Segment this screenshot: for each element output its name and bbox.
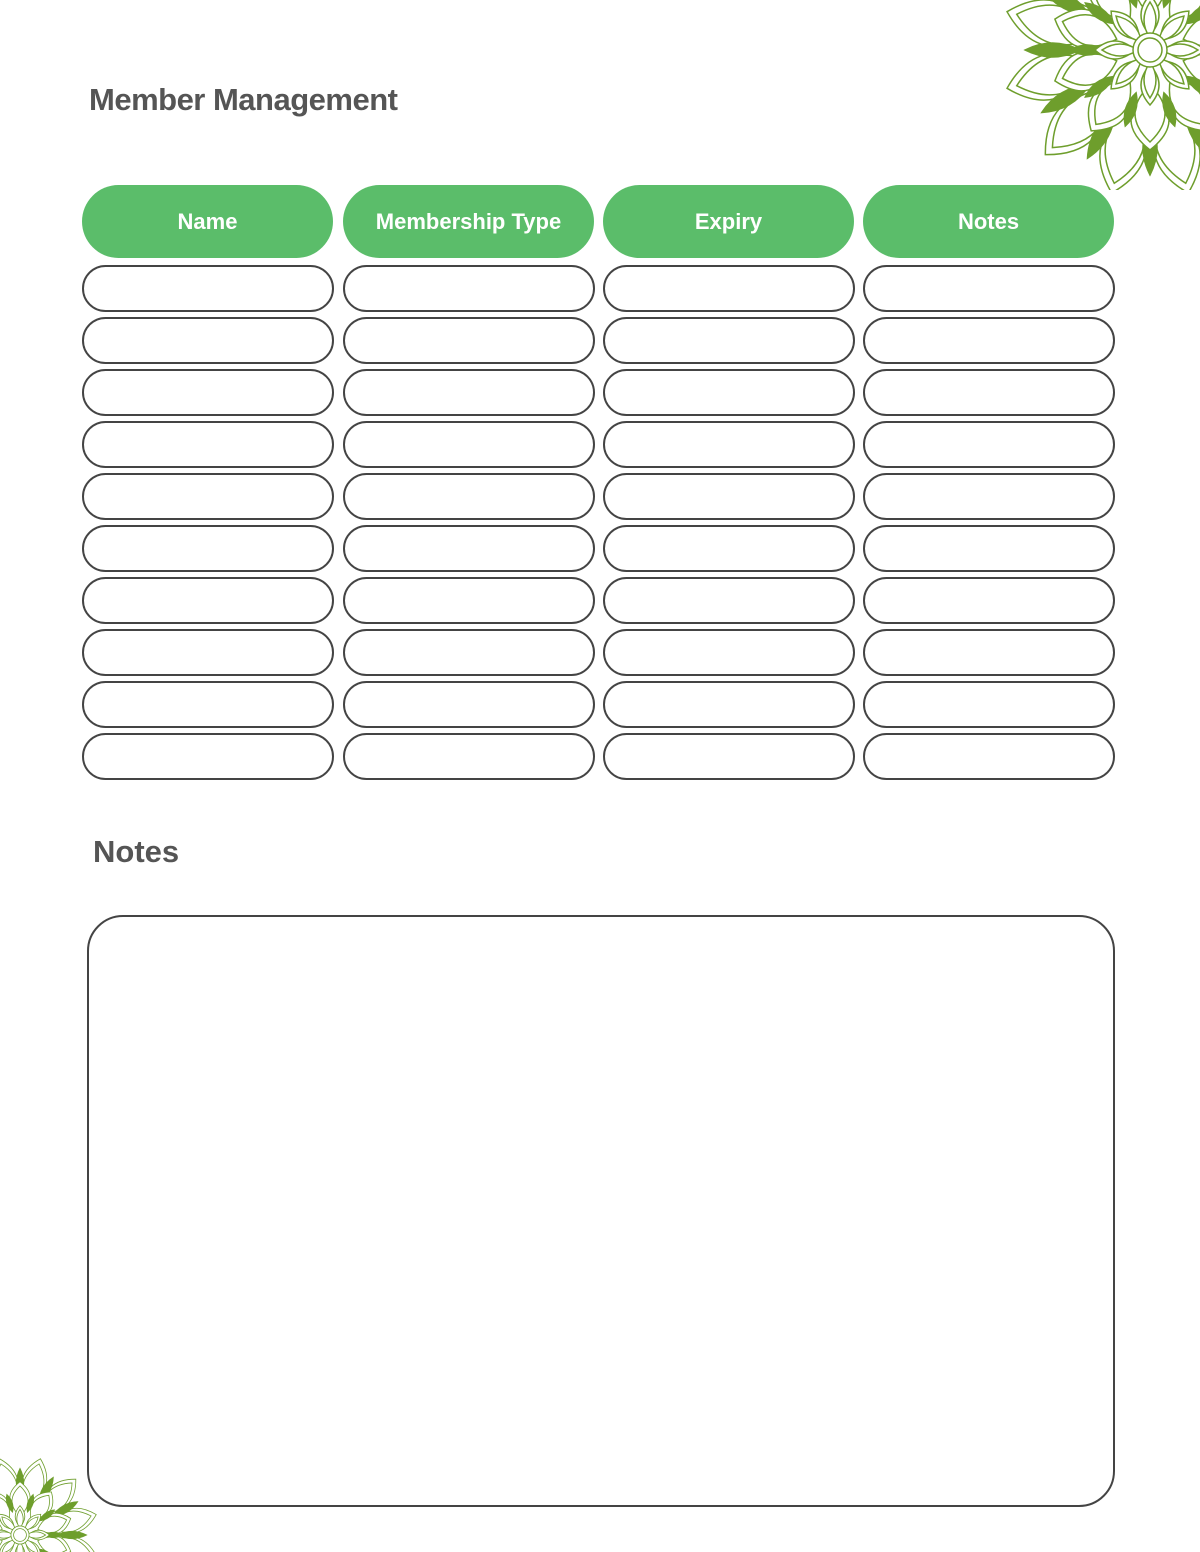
cell-expiry[interactable] <box>603 629 855 676</box>
cell-name[interactable] <box>82 577 334 624</box>
cell-name[interactable] <box>82 369 334 416</box>
cell-notes[interactable] <box>863 473 1115 520</box>
cell-notes[interactable] <box>863 681 1115 728</box>
cell-membership-type[interactable] <box>343 577 595 624</box>
cell-name[interactable] <box>82 681 334 728</box>
cell-notes[interactable] <box>863 265 1115 312</box>
mandala-decoration-icon <box>0 1455 100 1552</box>
cell-notes[interactable] <box>863 577 1115 624</box>
cell-membership-type[interactable] <box>343 629 595 676</box>
cell-name[interactable] <box>82 629 334 676</box>
cell-expiry[interactable] <box>603 421 855 468</box>
cell-name[interactable] <box>82 525 334 572</box>
cell-name[interactable] <box>82 265 334 312</box>
cell-notes[interactable] <box>863 317 1115 364</box>
column-header-membership-type: Membership Type <box>343 185 594 258</box>
cell-notes[interactable] <box>863 629 1115 676</box>
column-header-expiry: Expiry <box>603 185 854 258</box>
cell-membership-type[interactable] <box>343 733 595 780</box>
cell-expiry[interactable] <box>603 317 855 364</box>
column-header-notes: Notes <box>863 185 1114 258</box>
mandala-decoration-icon <box>1000 0 1200 190</box>
cell-expiry[interactable] <box>603 473 855 520</box>
cell-expiry[interactable] <box>603 369 855 416</box>
cell-name[interactable] <box>82 317 334 364</box>
cell-membership-type[interactable] <box>343 317 595 364</box>
notes-field[interactable] <box>87 915 1115 1507</box>
cell-membership-type[interactable] <box>343 525 595 572</box>
cell-name[interactable] <box>82 733 334 780</box>
cell-expiry[interactable] <box>603 577 855 624</box>
column-header-name: Name <box>82 185 333 258</box>
cell-membership-type[interactable] <box>343 421 595 468</box>
cell-notes[interactable] <box>863 733 1115 780</box>
cell-notes[interactable] <box>863 369 1115 416</box>
cell-expiry[interactable] <box>603 681 855 728</box>
cell-expiry[interactable] <box>603 265 855 312</box>
cell-membership-type[interactable] <box>343 681 595 728</box>
cell-notes[interactable] <box>863 421 1115 468</box>
cell-name[interactable] <box>82 421 334 468</box>
cell-membership-type[interactable] <box>343 265 595 312</box>
cell-membership-type[interactable] <box>343 369 595 416</box>
cell-membership-type[interactable] <box>343 473 595 520</box>
notes-heading: Notes <box>93 834 180 869</box>
cell-expiry[interactable] <box>603 525 855 572</box>
page-title: Member Management <box>89 82 398 117</box>
cell-name[interactable] <box>82 473 334 520</box>
cell-notes[interactable] <box>863 525 1115 572</box>
cell-expiry[interactable] <box>603 733 855 780</box>
